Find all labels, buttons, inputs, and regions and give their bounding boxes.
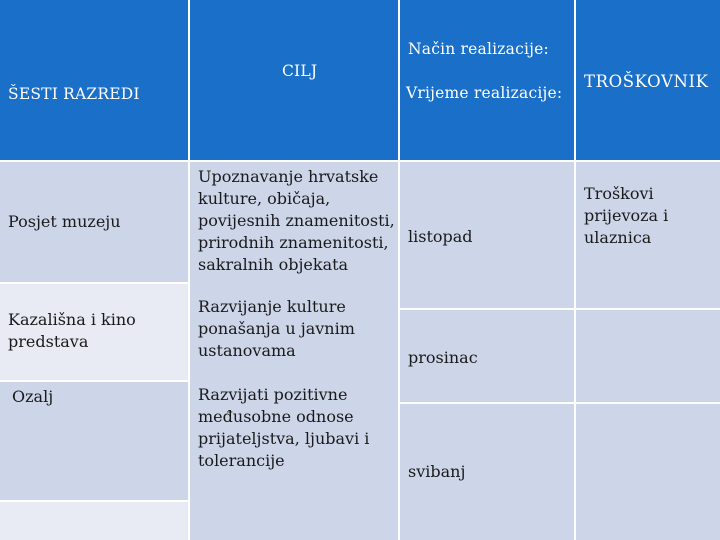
header-cell-goal	[190, 0, 398, 160]
activity-cell	[0, 284, 188, 380]
activity-label: Kazališna i kino predstava	[8, 310, 136, 351]
header-cell-class	[0, 0, 188, 160]
time-text: svibanj	[408, 462, 466, 481]
header-method-label: Način realizacije:	[408, 40, 549, 58]
activity-cell	[0, 162, 188, 282]
header-cell-costs	[576, 0, 720, 160]
activity-label: Ozalj	[12, 387, 54, 406]
activity-label: Posjet muzeju	[8, 212, 121, 231]
goal-text: Razvijanje kulture ponašanja u javnim ustanovama	[198, 297, 355, 360]
time-cell	[400, 310, 574, 402]
goal-text: Upoznavanje hrvatske kulture, običaja, povijesnih znamenitosti, prirodnih znamenitosti, sakralnih objekata	[198, 167, 395, 274]
goal-column-cell	[190, 162, 398, 540]
activity-cell	[0, 382, 188, 500]
time-text: prosinac	[408, 348, 478, 367]
time-cell	[400, 404, 574, 540]
empty-cell	[576, 310, 720, 402]
header-time-label: Vrijeme realizacije:	[406, 84, 563, 102]
costs-text: Troškovi prijevoza i ulaznica	[584, 184, 669, 247]
header-goal-label: CILJ	[282, 62, 318, 80]
costs-cell	[576, 162, 720, 308]
header-costs-label: TROŠKOVNIK	[584, 72, 709, 91]
goal-text: Razvijati pozitivne međusobne odnose prijateljstva, ljubavi i tolerancije	[198, 385, 370, 470]
header-class-label: ŠESTI RAZREDI	[8, 85, 140, 103]
empty-cell	[576, 404, 720, 540]
time-text: listopad	[408, 227, 473, 246]
time-cell	[400, 162, 574, 308]
header-cell-method	[400, 0, 574, 160]
empty-cell	[0, 502, 188, 540]
